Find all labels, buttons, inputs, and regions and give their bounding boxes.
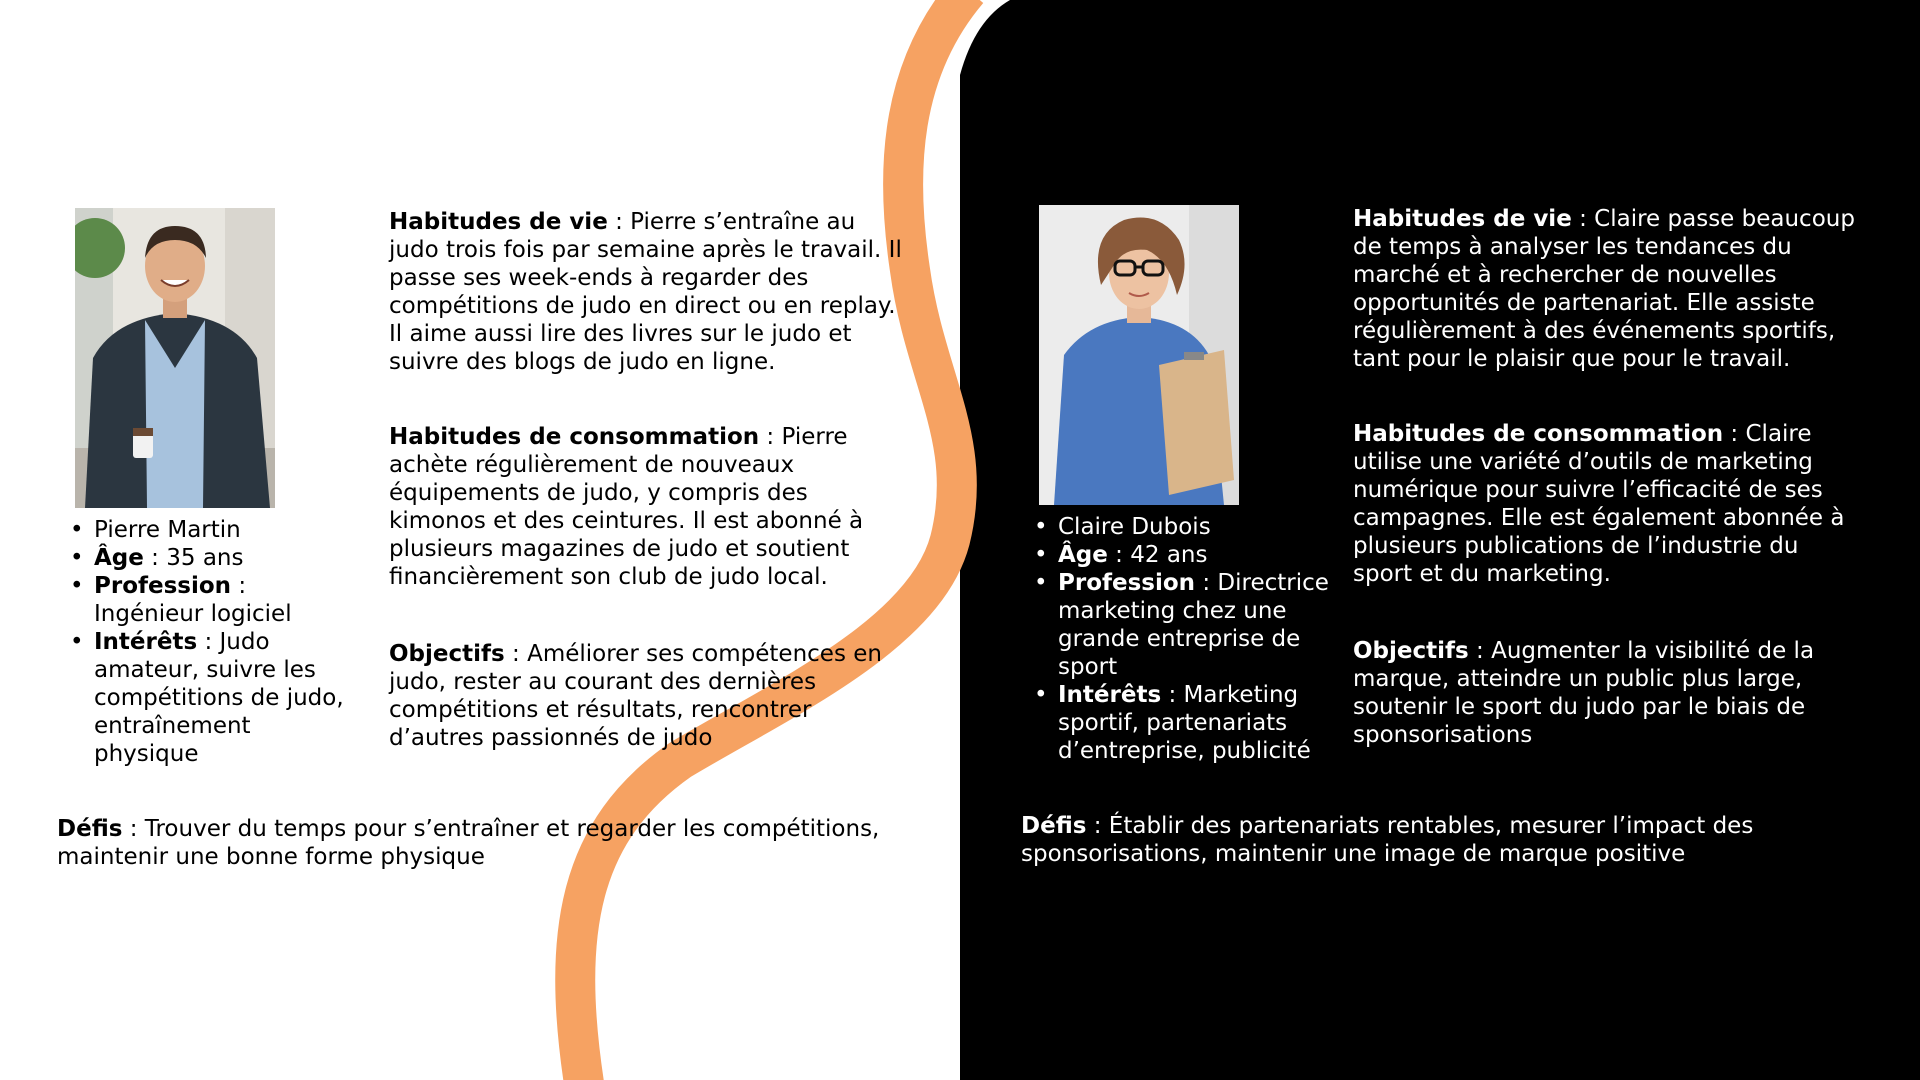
persona-photo-claire — [1039, 205, 1239, 505]
objectives-text: : Augmenter la visibilité de la marque, atteindre un public plus large, soutenir le sport du judo par le biais de sponsorisations — [1353, 638, 1815, 748]
fact-profession — [70, 572, 360, 628]
lifestyle-label: Habitudes de vie — [1353, 206, 1572, 232]
interests-label: Intérêts — [1058, 682, 1162, 708]
fact-interests — [70, 628, 360, 768]
age-label: Âge — [94, 545, 144, 571]
fact-age — [70, 544, 360, 572]
objectives-text: : Améliorer ses compétences en judo, rester au courant des dernières compétitions et résultats, rencontrer d’autres passionnés de judo — [389, 641, 882, 751]
persona-facts-pierre — [70, 516, 360, 768]
profession-value: : Directrice marketing chez une grande entreprise de sport — [1058, 570, 1329, 680]
lifestyle-section-claire — [1353, 205, 1863, 373]
interests-value: : Judo amateur, suivre les compétitions de judo, entraînement physique — [94, 629, 344, 767]
challenges-text: : Établir des partenariats rentables, mesurer l’impact des sponsorisations, maintenir une image de marque positive — [1021, 813, 1754, 867]
consumption-text: : Pierre achète régulièrement de nouveaux équipements de judo, y compris des kimonos et des ceintures. Il est abonné à plusieurs magazines de judo et soutient financièrement son club de judo local. — [389, 424, 864, 590]
profession-label: Profession — [94, 573, 232, 599]
consumption-section-claire — [1353, 420, 1863, 588]
age-label: Âge — [1058, 542, 1108, 568]
woman-with-clipboard-icon — [1039, 205, 1239, 505]
consumption-section-pierre — [389, 423, 909, 591]
persona-facts-claire — [1034, 513, 1334, 765]
consumption-label: Habitudes de consommation — [389, 424, 760, 450]
persona-photo-pierre — [75, 208, 275, 508]
objectives-section-pierre — [389, 640, 909, 752]
consumption-text: : Claire utilise une variété d’outils de marketing numérique pour suivre l’efficacité de ses campagnes. Elle est également abonnée à plusieurs publications de l’industrie du sport et du marketing. — [1353, 421, 1845, 587]
persona-name: Pierre Martin — [94, 517, 241, 543]
interests-value: : Marketing sportif, partenariats d’entreprise, publicité — [1058, 682, 1311, 764]
lifestyle-text: : Claire passe beaucoup de temps à analyser les tendances du marché et à rechercher de nouvelles opportunités de partenariat. Elle assiste régulièrement à des événements sportifs, tant pour le plaisir que pour le travail. — [1353, 206, 1855, 372]
lifestyle-label: Habitudes de vie — [389, 209, 608, 235]
fact-interests — [1034, 681, 1334, 765]
interests-label: Intérêts — [94, 629, 198, 655]
fact-name — [1034, 513, 1334, 541]
challenges-section-claire — [1021, 812, 1881, 868]
profession-value: : Ingénieur logiciel — [94, 573, 292, 627]
objectives-label: Objectifs — [389, 641, 505, 667]
age-value: : 42 ans — [1107, 542, 1208, 568]
objectives-label: Objectifs — [1353, 638, 1469, 664]
lifestyle-section-pierre — [389, 208, 909, 376]
man-with-coffee-icon — [75, 208, 275, 508]
persona-name: Claire Dubois — [1058, 514, 1211, 540]
consumption-label: Habitudes de consommation — [1353, 421, 1724, 447]
objectives-section-claire — [1353, 637, 1863, 749]
profession-label: Profession — [1058, 570, 1196, 596]
challenges-label: Défis — [57, 816, 123, 842]
challenges-section-pierre — [57, 815, 907, 871]
challenges-text: : Trouver du temps pour s’entraîner et regarder les compétitions, maintenir une bonne forme physique — [57, 816, 880, 870]
age-value: : 35 ans — [143, 545, 244, 571]
lifestyle-text: : Pierre s’entraîne au judo trois fois par semaine après le travail. Il passe ses week-ends à regarder des compétitions de judo en direct ou en replay. Il aime aussi lire des livres sur le judo et suivre des blogs de judo en ligne. — [389, 209, 902, 375]
fact-age — [1034, 541, 1334, 569]
fact-profession — [1034, 569, 1334, 681]
challenges-label: Défis — [1021, 813, 1087, 839]
fact-name — [70, 516, 360, 544]
